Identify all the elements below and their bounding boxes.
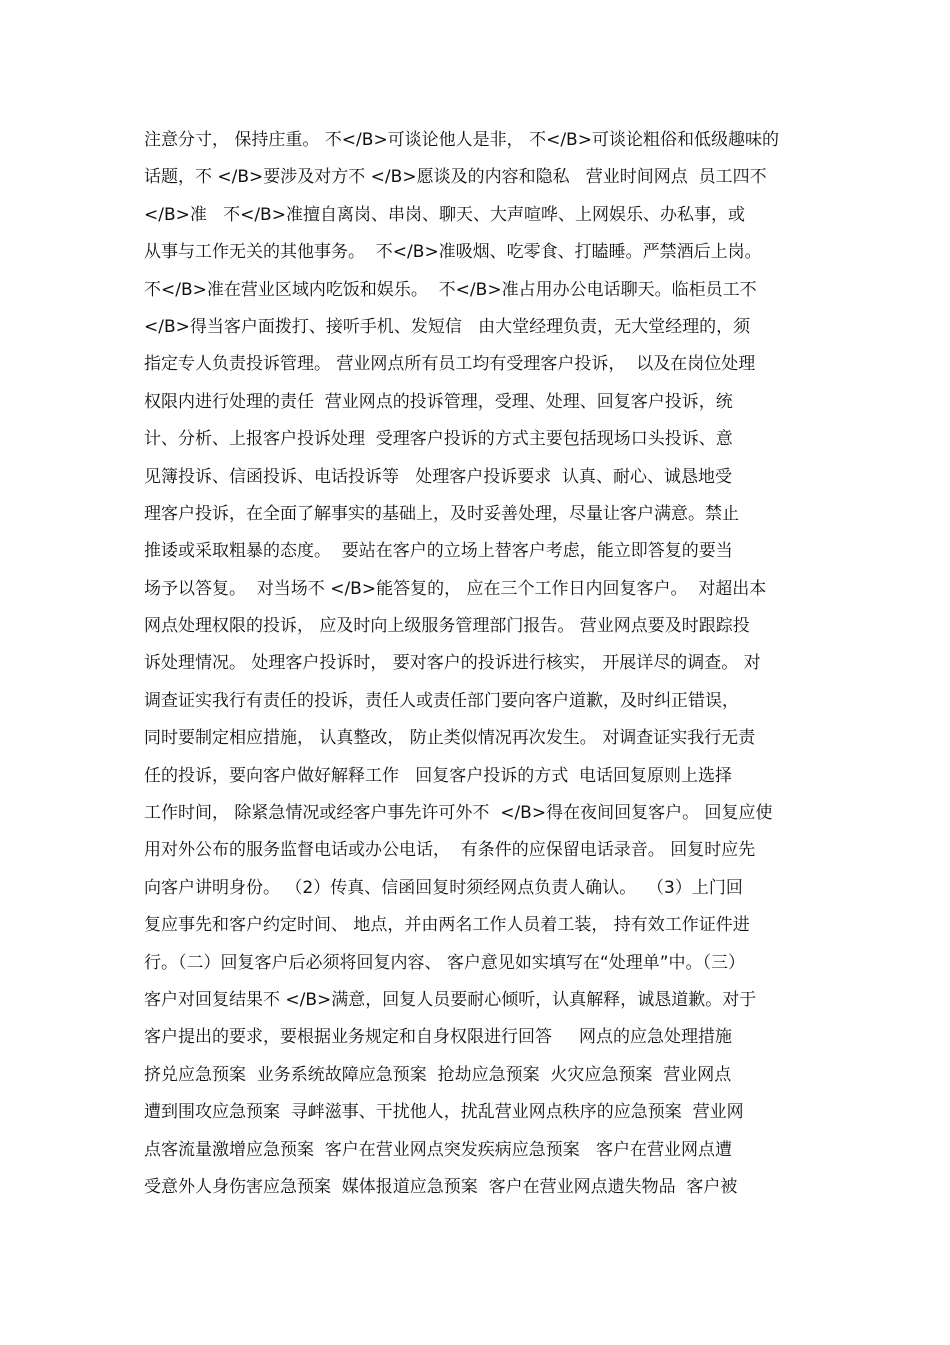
text-line: 理客户投诉，在全面了解事实的基础上，及时妥善处理，尽量让客户满意。禁止 [144,503,739,524]
text-line: </B>准 不</B>准擅自离岗、串岗、聊天、大声喧哗、上网娱乐、办私事，或 [144,204,745,225]
text-line: 注意分寸， 保持庄重。 不</B>可谈论他人是非， 不</B>可谈论粗俗和低级趣味的 [144,130,779,150]
text-line: 点客流量激增应急预案 客户在营业网点突发疾病应急预案 客户在营业网点遭 [144,1139,733,1160]
text-line: 同时要制定相应措施， 认真整改， 防止类似情况再次发生。 对调查证实我行无责 [144,728,756,749]
text-line: 见簿投诉、信函投诉、电话投诉等 处理客户投诉要求 认真、耐心、诚恳地受 [144,466,733,487]
text-line: 任的投诉，要向客户做好解释工作 回复客户投诉的方式 电话回复原则上选择 [144,765,733,786]
text-line: 推诿或采取粗暴的态度。 要站在客户的立场上替客户考虑，能立即答复的要当 [144,541,733,562]
text-line: 计、分析、上报客户投诉处理 受理客户投诉的方式主要包括现场口头投诉、意 [144,429,733,450]
text-line: 网点处理权限的投诉， 应及时向上级服务管理部门报告。 营业网点要及时跟踪投 [144,616,750,637]
text-line: 受意外人身伤害应急预案 媒体报道应急预案 客户在营业网点遗失物品 客户被 [144,1176,738,1197]
text-line: 工作时间， 除紧急情况或经客户事先许可外不 </B>得在夜间回复客户。 回复应使 [144,803,773,824]
text-line: 场予以答复。 对当场不 </B>能答复的， 应在三个工作日内回复客户。 对超出本 [144,578,767,599]
text-line: 挤兑应急预案 业务系统故障应急预案 抢劫应急预案 火灾应急预案 营业网点 [144,1064,732,1085]
text-line: 复应事先和客户约定时间、 地点，并由两名工作人员着工装， 持有效工作证件进 [144,915,750,936]
text-line: 客户对回复结果不 </B>满意，回复人员要耐心倾听，认真解释，诚恳道歉。对于 [144,989,757,1010]
text-line: 话题，不 </B>要涉及对方不 </B>愿谈及的内容和隐私 营业时间网点 员工四不 [144,167,767,188]
text-line: 权限内进行处理的责任 营业网点的投诉管理，受理、处理、回复客户投诉，统 [144,391,733,412]
text-line: 行。（二）回复客户后必须将回复内容、 客户意见如实填写在“处理单”中。（三） [144,952,746,973]
text-line: 调查证实我行有责任的投诉，责任人或责任部门要向客户道歉，及时纠正错误， [144,690,739,711]
text-line: 不</B>准在营业区域内吃饭和娱乐。 不</B>准占用办公电话聊天。临柜员工不 [144,279,757,300]
text-line: 向客户讲明身份。 （2）传真、信函回复时须经网点负责人确认。 （3）上门回 [144,877,743,898]
text-line: 指定专人负责投诉管理。 营业网点所有员工均有受理客户投诉， 以及在岗位处理 [144,354,756,375]
text-line: 用对外公布的服务监督电话或办公电话， 有条件的应保留电话录音。 回复时应先 [144,840,756,861]
text-line: </B>得当客户面拨打、接听手机、发短信 由大堂经理负责，无大堂经理的，须 [144,316,751,337]
text-line: 遭到围攻应急预案 寻衅滋事、干扰他人，扰乱营业网点秩序的应急预案 营业网 [144,1102,744,1123]
text-line: 客户提出的要求，要根据业务规定和自身权限进行回答 网点的应急处理措施 [144,1027,733,1048]
body-text [144,122,824,1206]
text-line: 从事与工作无关的其他事务。 不</B>准吸烟、吃零食、打瞌睡。严禁酒后上岗。 [144,242,762,263]
text-line: 诉处理情况。 处理客户投诉时， 要对客户的投诉进行核实， 开展详尽的调查。 对 [144,653,761,674]
